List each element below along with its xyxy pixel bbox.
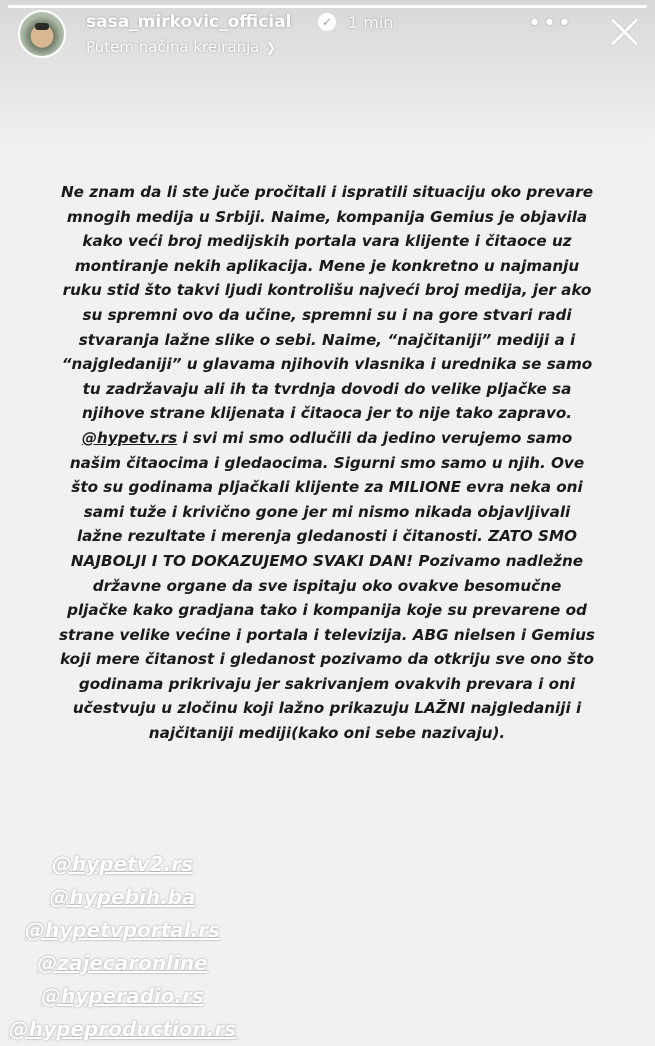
- text-fragment: i svi mi smo odlučili da jedino verujemo samo: [177, 428, 573, 447]
- text-line: kako veći broj medijskih portala vara klijente i čitaoce uz: [82, 232, 572, 251]
- text-line: NAJBOLJI I TO DOKAZUJEMO SVAKI DAN! Pozivamo nadležne: [70, 551, 584, 570]
- avatar[interactable]: [18, 10, 66, 58]
- creation-mode-label: Putem načina kreiranja: [86, 38, 260, 56]
- text-line: što su godinama pljačkali klijente za MILIONE evra neka oni: [71, 478, 583, 497]
- mention-sticker[interactable]: @zajecaronline: [37, 951, 208, 975]
- text-line: lažne rezultate i merenja gledanosti i čitanosti. ZATO SMO: [76, 527, 578, 546]
- text-line: ruku stid što takvi ljudi kontrolišu najveći broj medija, jer ako: [62, 281, 592, 300]
- text-line: učestvuju u zločinu koji lažno prikazuju LAŽNI najgledaniji i: [72, 699, 582, 718]
- text-line: montiranje nekih aplikacija. Mene je konkretno u najmanju: [74, 256, 580, 275]
- mention-sticker[interactable]: @hypeproduction.rs: [8, 1017, 237, 1041]
- close-icon[interactable]: [607, 14, 641, 48]
- mention-sticker[interactable]: @hypetvportal.rs: [25, 918, 220, 942]
- verified-badge-icon: ✓: [318, 13, 336, 31]
- story-text: [28, 180, 626, 746]
- chevron-right-icon: ❯: [265, 41, 277, 56]
- mention-stickers: [0, 848, 245, 1046]
- story-header: [18, 6, 643, 60]
- text-line: godinama prikrivaju jer sakrivanjem ovakvih prevara i oni: [78, 674, 576, 693]
- mention-link[interactable]: @hypetv.rs: [81, 428, 178, 447]
- text-line: našim čitaocima i gledaocima. Sigurni smo samo u njih. Ove: [69, 453, 585, 472]
- text-line: stvaranja lažne slike o sebi. Naime, “najčitaniji” mediji a i: [78, 330, 576, 349]
- text-line: njihove strane klijenata i čitaoca jer to nije tako zapravo.: [81, 404, 573, 423]
- text-line: sami tuže i krivično gone jer mi nismo nikada objavljivali: [83, 502, 571, 521]
- text-line-with-mention: [28, 426, 626, 451]
- text-line: su spremni ovo da učine, spremni su i na gore stvari radi: [82, 305, 572, 324]
- mention-sticker[interactable]: @hypebih.ba: [49, 885, 196, 909]
- mention-sticker[interactable]: @hyperadio.rs: [41, 984, 204, 1008]
- text-line: tu zadržavaju ali ih ta tvrdnja dovodi do velike pljačke sa: [82, 379, 572, 398]
- text-line: koji mere čitanost i gledanost pozivamo da otkriju sve ono što: [60, 650, 594, 669]
- text-line: državne organe da sve ispitaju oko ovakve besomučne: [92, 576, 562, 595]
- post-time: 1 min: [348, 13, 394, 32]
- text-line: najčitaniji mediji(kako oni sebe nazivaju).: [148, 724, 506, 743]
- text-line: “najgledaniji” u glavama njihovih vlasnika i urednika se samo: [61, 355, 593, 374]
- text-line: Ne znam da li ste juče pročitali i ispratili situaciju oko prevare: [60, 183, 594, 201]
- more-options-icon[interactable]: •••: [528, 11, 573, 36]
- text-line: pljačke kako gradjana tako i kompanija koje su prevarene od: [67, 601, 587, 620]
- username[interactable]: sasa_mirkovic_official: [86, 12, 292, 32]
- mention-sticker[interactable]: @hypetv2.rs: [51, 852, 194, 876]
- creation-mode-link[interactable]: [86, 38, 276, 56]
- text-line: strane velike većine i portala i televizija. ABG nielsen i Gemius: [59, 625, 595, 644]
- text-line: mnogih medija u Srbiji. Naime, kompanija Gemius je objavila: [66, 207, 588, 226]
